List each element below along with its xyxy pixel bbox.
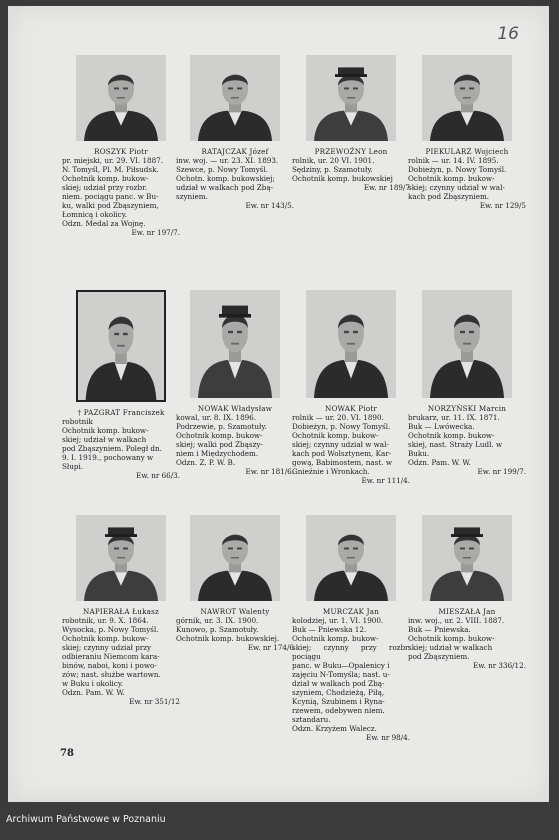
person-card [176, 515, 294, 652]
biography-line: rolnik — ur. 20. VI. 1890. [292, 413, 384, 422]
portrait-frame [76, 55, 166, 141]
biography-line: Buk — Pniewska 12. [292, 625, 367, 634]
record-number: Ew. nr 189/7 [363, 183, 410, 192]
record-number: Ew. nr 351/12 [129, 697, 180, 706]
biography-line: odbieraniu Niemcom kara- [62, 652, 160, 661]
biography-line: zajęciu N-Tomyśla; nast. u- [292, 670, 390, 679]
biography-line: skiej, nast. Straży Ludl. w [408, 440, 503, 449]
biography-line: binów, naboi, koni i powo- [62, 661, 157, 670]
person-name: NOWAK Władysław [197, 404, 273, 413]
biography-line: Gnieźnie i Wronkach. [292, 467, 370, 476]
person-card [408, 55, 526, 210]
biography-text [62, 607, 180, 706]
record-number: Ew. nr 197/7. [131, 228, 180, 237]
biography-line: Ochotnik komp. bukow- [62, 426, 149, 435]
biography-line: rolnik, ur. 20 VI. 1901. [292, 156, 375, 165]
biography-text [176, 607, 294, 652]
biography-line: skiej; czynny udział w wal- [292, 440, 389, 449]
portrait-photo [422, 55, 512, 141]
biography-line: N. Tomyśl, Pl. M. Piłsudsk. [62, 165, 159, 174]
biography-line: robotnik [62, 417, 93, 426]
person-card [62, 55, 180, 237]
biography-line: Kcynią, Szubinem i Ryna- [292, 697, 385, 706]
biography-line: Odzn. Medal za Wojnę. [62, 219, 146, 228]
record-number: Ew. nr 174/6 [247, 643, 294, 652]
person-name: NAPIERAŁA Łukasz [82, 607, 160, 616]
portrait-frame [422, 290, 512, 398]
biography-line: niem. pociągu panc. w Bu- [62, 192, 159, 201]
person-name: NAWROT Walenty [200, 607, 270, 616]
biography-text [408, 404, 526, 476]
biography-line: pod Zbąszyniem. Poległ dn. [62, 444, 162, 453]
biography-line: Odzn. Pam. W. W. [408, 458, 471, 467]
person-name: MURCZAK Jan [322, 607, 380, 616]
biography-line: kach pod Wolsztynem, Kar- [292, 449, 392, 458]
biography-line: Ochotnik komp. bukow- [408, 634, 495, 643]
biography-text [408, 147, 526, 210]
biography-line: Ochotnik komp. bukow- [62, 174, 149, 183]
biography-line: Kunowo, p. Szamotuły. [176, 625, 259, 634]
biography-text [292, 607, 410, 742]
portrait-photo [306, 290, 396, 398]
biography-line: Dobieżyn, p. Nowy Tomyśl. [408, 165, 507, 174]
person-name: MIESZAŁA Jan [438, 607, 496, 616]
portrait-frame [190, 55, 280, 141]
portrait-photo [306, 515, 396, 601]
biography-text [176, 147, 294, 210]
biography-line: brukarz, ur. 11. IX. 1871. [408, 413, 500, 422]
biography-line: skiej; czynny udział przy [62, 643, 152, 652]
biography-line: zów; nast. służbe wartown. [62, 670, 161, 679]
biography-line: pod Zbąszyniem. [408, 652, 470, 661]
portrait-frame [306, 290, 396, 398]
biography-line: Sędziny, p. Szamotuły. [292, 165, 373, 174]
person-card [292, 515, 410, 742]
biography-line: kach pod Zbąszyniem. [408, 192, 490, 201]
biography-line: sztandaru. [292, 715, 331, 724]
record-number: Ew. nr 143/5. [245, 201, 294, 210]
portrait-photo [422, 290, 512, 398]
biography-line: dział w walkach pod Zbą- [292, 679, 385, 688]
biography-line: inw. woj., ur. 2. VIII. 1887. [408, 616, 505, 625]
biography-line: rzewem, odebywen niem. [292, 706, 385, 715]
biography-line: w Buku i okolicy. [62, 679, 124, 688]
record-number: Ew. nr 336/12. [472, 661, 526, 670]
person-name: ROSZYK Piotr [94, 147, 148, 156]
portrait-photo [76, 55, 166, 141]
person-card [292, 290, 410, 485]
record-number: Ew. nr 199/7. [477, 467, 526, 476]
biography-text [292, 404, 410, 485]
portrait-frame [190, 515, 280, 601]
person-card [62, 290, 180, 480]
record-number: Ew. nr 66/3. [136, 471, 180, 480]
biography-line: szyniem. [176, 192, 208, 201]
biography-text [176, 404, 294, 476]
biography-text [292, 147, 410, 192]
record-number: Ew. nr 111/4. [361, 476, 410, 485]
portrait-photo [78, 292, 164, 400]
portrait-photo [190, 290, 280, 398]
biography-line: kowal, ur. 8. IX. 1896. [176, 413, 257, 422]
portrait-photo [422, 515, 512, 601]
biography-line: Ochotnik komp. bukow- [408, 174, 495, 183]
biography-line: Buk — Pniewska. [408, 625, 471, 634]
biography-line: górnik, ur. 3. IX. 1900. [176, 616, 259, 625]
person-name: PIEKULARZ Wojciech [425, 147, 509, 156]
portrait-photo [306, 55, 396, 141]
portrait-frame [422, 515, 512, 601]
biography-line: Buku. [408, 449, 430, 458]
biography-line: Ochotnik komp. bukow- [408, 431, 495, 440]
portrait-frame [190, 290, 280, 398]
person-card [408, 290, 526, 476]
person-name: PRZEWOŹNY Leon [314, 147, 388, 156]
portrait-frame [76, 290, 166, 402]
person-name: NORZYŃSKI Marcin [427, 404, 507, 413]
record-number: Ew. nr 181/6. [245, 467, 294, 476]
biography-line: Ochotnik komp. bukow- [62, 634, 149, 643]
biography-line: gową, Babimostem, nast. w [292, 458, 392, 467]
person-card [62, 515, 180, 706]
biography-line: kolodziej, ur. 1. VI. 1900. [292, 616, 384, 625]
biography-text [408, 607, 526, 670]
biography-line: Łomnicą i okolicy. [62, 210, 128, 219]
record-number: Ew. nr 98/4. [366, 733, 410, 742]
biography-line: Ochotnik komp. bukow- [176, 431, 263, 440]
biography-line: Odzn. Pam. W. W. [62, 688, 125, 697]
portrait-frame [422, 55, 512, 141]
portrait-frame [306, 55, 396, 141]
biography-line: Ochotnik komp. bukowskiej. [176, 634, 280, 643]
portrait-frame [76, 515, 166, 601]
biography-line: skiej; walki pod Zbąszy- [176, 440, 263, 449]
biography-line: skiej; udział w walkach [62, 435, 147, 444]
biography-line: Podrzewie, p. Szamotuły. [176, 422, 267, 431]
person-card [292, 55, 410, 192]
person-card [408, 515, 526, 670]
biography-line: Dobieżyn, p. Nowy Tomyśl. [292, 422, 391, 431]
biography-line: Buk — Lwówecka. [408, 422, 475, 431]
biography-line: Szewce, p. Nowy Tomyśl. [176, 165, 268, 174]
footer-bar [0, 802, 559, 840]
biography-line: Ochotn. komp. bukowskiej; [176, 174, 275, 183]
person-name: NOWAK Piotr [324, 404, 378, 413]
portrait-frame [306, 515, 396, 601]
person-name: RATAJCZAK Józef [201, 147, 269, 156]
biography-line: rolnik — ur. 14. IV. 1895. [408, 156, 499, 165]
portrait-photo [190, 55, 280, 141]
biography-line: Wysocka, p. Nowy Tomyśl. [62, 625, 159, 634]
biography-line: Odzn. Krzyżem Walecz. [292, 724, 377, 733]
biography-line: 9. I. 1919., pochowany w [62, 453, 154, 462]
biography-line: robotnik, ur. 9. X. 1864. [62, 616, 149, 625]
biography-line: Ochotnik komp. bukow- [292, 431, 379, 440]
biography-line: Słupi. [62, 462, 84, 471]
biography-line: Ochotnik komp. bukow- [292, 634, 379, 643]
archive-name: Archiwum Państwowe w Poznaniu [6, 814, 166, 825]
handwritten-page-mark: 16 [497, 24, 519, 44]
person-card [176, 290, 294, 476]
biography-line: Ochotnik komp. bukowskiej [292, 174, 393, 183]
biography-line: pr. miejski, ur. 29. VI. 1887. [62, 156, 164, 165]
biography-line: skiej; czynny przy rozbr. pociągu [292, 643, 410, 661]
biography-line: ku, walki pod Zbąszyniem, [62, 201, 159, 210]
biography-line: skiej; czynny udział w wal- [408, 183, 505, 192]
biography-line: skiej; udział przy rozbr. [62, 183, 147, 192]
biography-line: Odzn. Z. P. W. B. [176, 458, 236, 467]
person-name: † PAZGRAT Franciszek [77, 408, 165, 417]
biography-line: udział w walkach pod Zbą- [176, 183, 274, 192]
person-card [176, 55, 294, 210]
biography-line: skiej; udział w walkach [408, 643, 493, 652]
record-number: Ew. nr 129/5 [479, 201, 526, 210]
biography-line: niem i Międzychodem. [176, 449, 259, 458]
page-number: 78 [60, 748, 74, 759]
biography-line: inw. woj. — ur. 23. XI. 1893. [176, 156, 279, 165]
biography-text [62, 408, 180, 480]
portrait-photo [76, 515, 166, 601]
biography-line: szyniem, Chodzieżą, Piłą, [292, 688, 385, 697]
biography-text [62, 147, 180, 237]
biography-line: panc. w Buku—Opalenicy i [292, 661, 390, 670]
portrait-photo [190, 515, 280, 601]
